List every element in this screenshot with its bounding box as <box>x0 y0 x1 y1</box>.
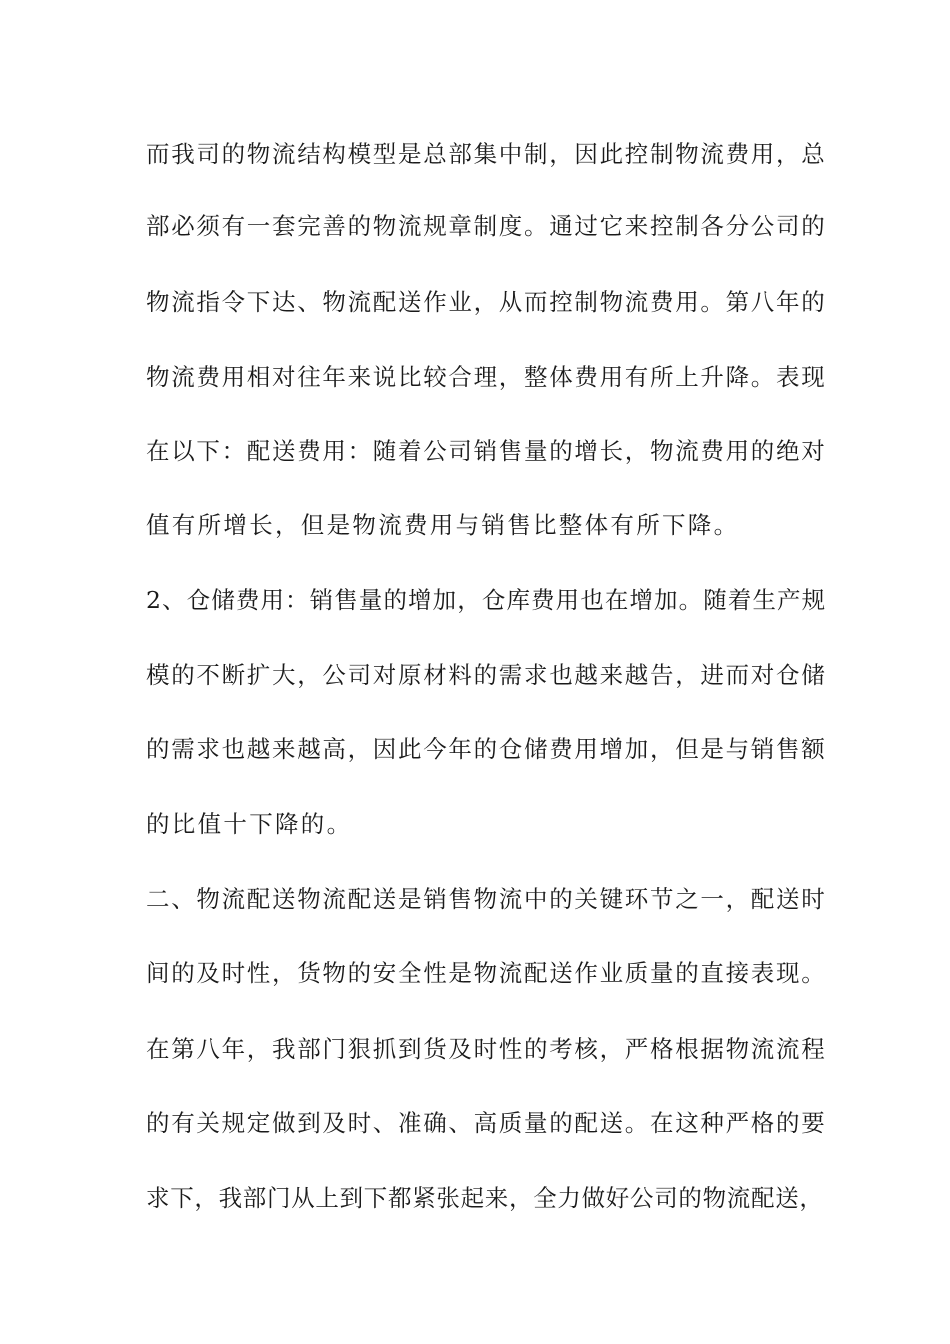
text-line-8: 模的不断扩大，公司对原材料的需求也越来越告，进而对仓储 <box>146 661 827 689</box>
text-line-9: 的需求也越来越高，因此今年的仓储费用增加，但是与销售额 <box>146 735 827 763</box>
text-line-10: 的比值十下降的。 <box>146 810 353 838</box>
text-line-11: 二、物流配送物流配送是销售物流中的关键环节之一，配送时 <box>146 885 827 913</box>
text-line-3: 物流指令下达、物流配送作业，从而控制物流费用。第八年的 <box>146 288 827 316</box>
text-line-7: 2、仓储费用：销售量的增加，仓库费用也在增加。随着生产规 <box>146 586 827 614</box>
text-line-4: 物流费用相对往年来说比较合理，整体费用有所上升降。表现 <box>146 363 827 391</box>
text-line-15: 求下，我部门从上到下都紧张起来，全力做好公司的物流配送， <box>146 1184 824 1212</box>
text-line-2: 部必须有一套完善的物流规章制度。通过它来控制各分公司的 <box>146 212 827 240</box>
text-line-13: 在第八年，我部门狠抓到货及时性的考核，严格根据物流流程 <box>146 1035 827 1063</box>
text-line-6: 值有所增长，但是物流费用与销售比整体有所下降。 <box>146 511 740 539</box>
text-line-12: 间的及时性，货物的安全性是物流配送作业质量的直接表现。 <box>146 959 827 987</box>
text-line-1: 而我司的物流结构模型是总部集中制，因此控制物流费用，总 <box>146 140 827 168</box>
text-line-14: 的有关规定做到及时、准确、高质量的配送。在这种严格的要 <box>146 1109 827 1137</box>
text-line-5: 在以下：配送费用：随着公司销售量的增长，物流费用的绝对 <box>146 437 827 465</box>
